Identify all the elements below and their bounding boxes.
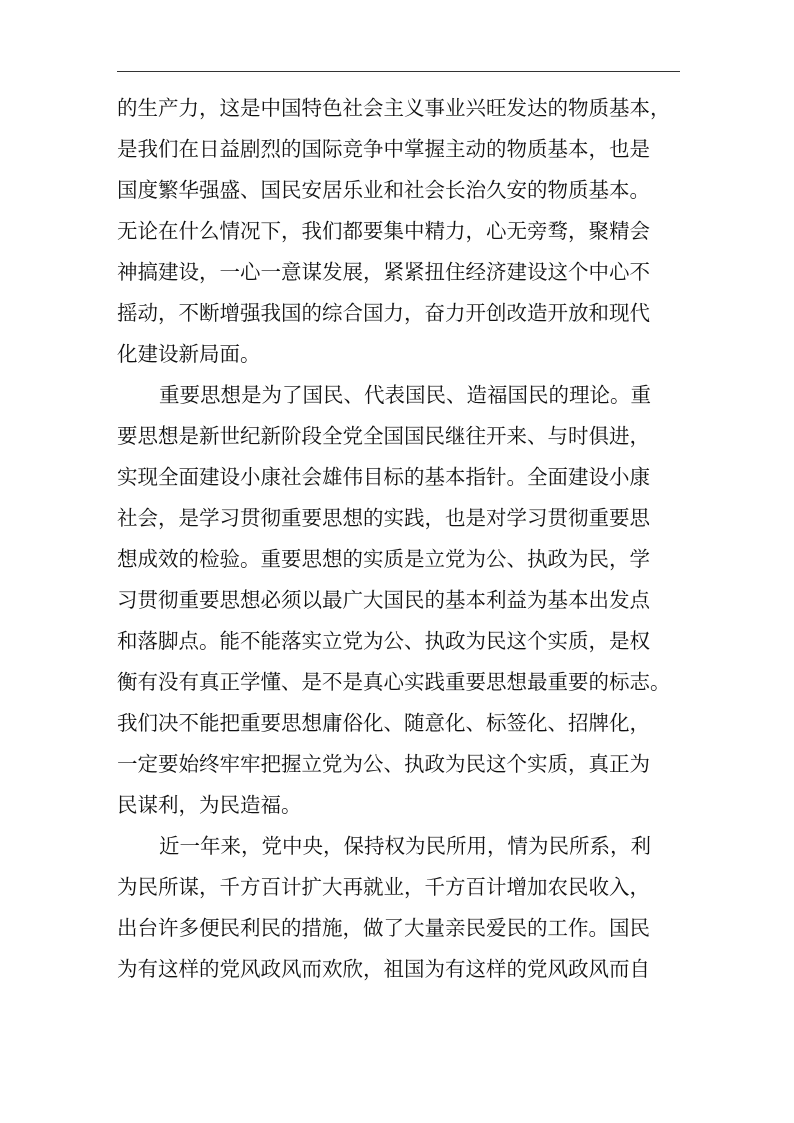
text-line: 我们决不能把重要思想庸俗化、随意化、标签化、招牌化， xyxy=(117,711,650,735)
text-line: 神搞建设，一心一意谋发展，紧紧扭住经济建设这个中心不 xyxy=(117,260,650,284)
document-body xyxy=(117,88,689,990)
text-line: 为有这样的党风政风而欢欣，祖国为有这样的党风政风而自 xyxy=(117,957,650,981)
text-line: 实现全面建设小康社会雄伟目标的基本指针。全面建设小康 xyxy=(117,465,650,489)
text-line: 社会，是学习贯彻重要思想的实践，也是对学习贯彻重要思 xyxy=(117,506,650,530)
paragraph-start-line: 重要思想是为了国民、代表国民、造福国民的理论。重 xyxy=(159,383,651,407)
text-line: 是我们在日益剧烈的国际竞争中掌握主动的物质基本，也是 xyxy=(117,137,650,161)
text-line: 的生产力，这是中国特色社会主义事业兴旺发达的物质基本， xyxy=(117,96,671,120)
text-line: 民谋利，为民造福。 xyxy=(117,793,302,817)
text-line: 衡有没有真正学懂、是不是真心实践重要思想最重要的标志。 xyxy=(117,670,671,694)
paragraph-start-line: 近一年来，党中央，保持权为民所用，情为民所系，利 xyxy=(159,834,651,858)
text-line: 摇动，不断增强我国的综合国力，奋力开创改造开放和现代 xyxy=(117,301,650,325)
text-line: 化建设新局面。 xyxy=(117,342,261,366)
text-line: 要思想是新世纪新阶段全党全国国民继往开来、与时俱进， xyxy=(117,424,650,448)
text-line: 无论在什么情况下，我们都要集中精力，心无旁骛，聚精会 xyxy=(117,219,650,243)
text-line: 国度繁华强盛、国民安居乐业和社会长治久安的物质基本。 xyxy=(117,178,650,202)
text-line: 习贯彻重要思想必须以最广大国民的基本利益为基本出发点 xyxy=(117,588,650,612)
text-line: 一定要始终牢牢把握立党为公、执政为民这个实质，真正为 xyxy=(117,752,650,776)
header-rule xyxy=(117,71,680,72)
text-line: 和落脚点。能不能落实立党为公、执政为民这个实质，是权 xyxy=(117,629,650,653)
text-line: 为民所谋，千方百计扩大再就业，千方百计增加农民收入， xyxy=(117,875,650,899)
text-line: 想成效的检验。重要思想的实质是立党为公、执政为民，学 xyxy=(117,547,650,571)
text-line: 出台许多便民利民的措施，做了大量亲民爱民的工作。国民 xyxy=(117,916,650,940)
